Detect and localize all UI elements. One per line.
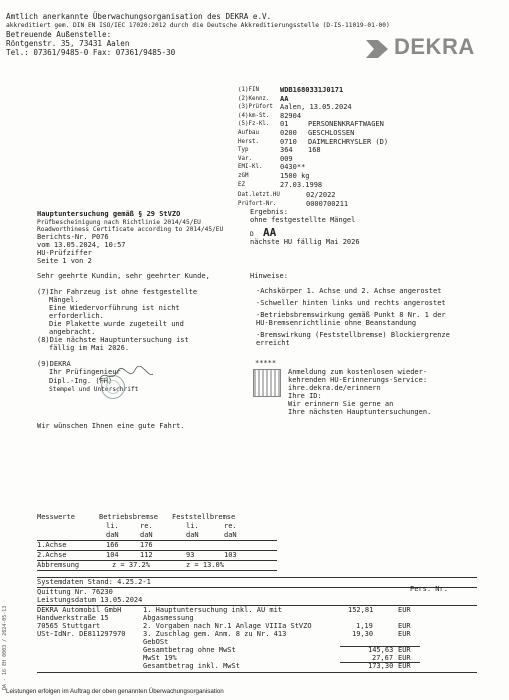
- reminder-id-label: Ihre ID:: [288, 392, 322, 400]
- reminder-text: Ihre nächsten Hauptuntersuchungen.: [288, 408, 432, 416]
- salutation: Sehr geehrte Kundin, sehr geehrter Kunde,: [37, 272, 210, 280]
- invoice-total: 173,30: [368, 662, 394, 670]
- hint-item: HU-Bremsenrichtlinie ohne Beanstandung: [256, 319, 417, 327]
- col-unit: daN: [106, 531, 119, 539]
- vehicle-label: EZ: [238, 181, 245, 188]
- reminder-text: Wir erinnern Sie gerne an: [288, 400, 394, 408]
- pruefort-nr-label: Prüfort-Nr.: [238, 200, 277, 207]
- vehicle-label: Var.: [238, 155, 252, 162]
- vehicle-value: GESCHLOSSEN: [308, 128, 355, 137]
- bottom-note: Leistungen erfolgen im Auftrag der oben genannten Überwachungsorganisation: [6, 688, 224, 695]
- letter-p7b: Mängel.: [49, 296, 79, 304]
- signature-title: Ihr Prüfingenieur: [49, 368, 121, 376]
- reminder-link[interactable]: ihre.dekra.de/erinnern: [288, 384, 381, 392]
- parking-brake-ratio: z = 13.0%: [186, 561, 224, 569]
- hint-item: -Bremswirkung (Feststellbremse) Blockiergrenze: [256, 331, 450, 339]
- result-label: Ergebnis:: [250, 208, 288, 216]
- measurements-title: Messwerte: [37, 513, 75, 521]
- col-unit: daN: [140, 531, 153, 539]
- measure-value: 103: [224, 551, 237, 559]
- col-sub: li.: [106, 522, 119, 530]
- invoice-total-label: Gesamtbetrag inkl. MwSt: [143, 662, 240, 670]
- signature-caption: Stempel und Unterschrift: [49, 386, 139, 393]
- measure-value: 166: [106, 541, 119, 549]
- branch-phone: Tel.: 07361/9485-0 Fax: 07361/9485-30: [6, 48, 176, 57]
- vehicle-table: [238, 86, 388, 208]
- pruefort-nr-value: 0000700211: [306, 199, 349, 208]
- letter-p7e: Die Plakette wurde zugeteilt und: [49, 320, 184, 328]
- invoice-amount: 19,30: [352, 630, 374, 638]
- dekra-arrow-icon: [364, 36, 390, 62]
- vehicle-value: PERSONENKRAFTWAGEN: [308, 120, 384, 129]
- vehicle-value: Aalen, 13.05.2024: [280, 103, 352, 112]
- accreditation-line: akkreditiert gem. DIN EN ISO/IEC 17020:2012 durch die Deutsche Akkreditierungsstelle (D-IS-11019-01-00): [6, 22, 390, 29]
- axle-label: 1.Achse: [37, 541, 67, 549]
- vehicle-value: 0200: [280, 128, 297, 137]
- invoice-currency: EUR: [398, 622, 411, 630]
- braking-ratio-label: Abbremsung: [37, 561, 80, 569]
- country-code: D: [250, 231, 254, 238]
- invoice-item: GebOSt: [143, 638, 169, 646]
- vehicle-value: 0710: [280, 137, 297, 146]
- letter-p7f: angebracht.: [49, 328, 96, 336]
- invoice-item: 1. Hauptuntersuchung inkl. AU mit: [143, 606, 283, 614]
- vehicle-label: Typ: [238, 147, 249, 154]
- branch-address: Röntgenstr. 35, 73431 Aalen: [6, 39, 130, 48]
- personnel-number-label: Pers. Nr.: [410, 585, 448, 593]
- hint-item: -Achskörper 1. Achse und 2. Achse angerostet: [256, 287, 442, 295]
- invoice-vat-label: MwSt 19%: [143, 654, 177, 662]
- service-brake-ratio: z = 37.2%: [112, 561, 150, 569]
- company-city: 70565 Stuttgart: [37, 622, 101, 630]
- company-name: DEKRA Automobil GmbH: [37, 606, 122, 614]
- page-number: Seite 1 von 2: [37, 257, 92, 265]
- inspection-title: Hauptuntersuchung gemäß § 29 StVZO: [37, 210, 181, 218]
- inspection-date: vom 13.05.2024, 10:57: [37, 241, 126, 249]
- col-sub: re.: [140, 522, 153, 530]
- vehicle-label: EMI-Kl.: [238, 164, 263, 171]
- vehicle-value: 0430**: [280, 163, 306, 172]
- report-number: Berichts-Nr. P076: [37, 233, 109, 241]
- invoice-amount: 1,19: [356, 622, 373, 630]
- letter-p8b: fällig im Mai 2026.: [49, 344, 130, 352]
- vehicle-label: (5)Fz-Kl.: [238, 121, 270, 128]
- system-data: Systemdaten Stand: 4.25.2-1: [37, 578, 151, 586]
- col-unit: daN: [224, 531, 237, 539]
- hint-item: -Schweller hinten links und rechts angerostet: [256, 299, 446, 307]
- company-vat: USt-IdNr. DE811297970: [37, 630, 126, 638]
- vehicle-label: (2)Kennz.: [238, 95, 270, 102]
- invoice-item: Abgasmessung: [143, 614, 194, 622]
- hints-title: Hinweise:: [250, 272, 288, 280]
- vehicle-label: (4)km-St.: [238, 112, 270, 119]
- vehicle-value: 009: [280, 154, 293, 163]
- axle-label: 2.Achse: [37, 551, 67, 559]
- vehicle-value: 1500 kg: [280, 171, 310, 180]
- hint-item: -Betriebsbremswirkung gemäß Punkt 8 Nr. 1 der: [256, 311, 446, 319]
- reminder-text: kehrenden HU-Erinnerungs-Service:: [288, 376, 428, 384]
- vehicle-plate: AA: [280, 94, 289, 103]
- invoice-currency: EUR: [398, 630, 411, 638]
- plate-badge: AA: [263, 226, 277, 239]
- vehicle-value: DAIMLERCHRYSLER (D): [308, 137, 389, 146]
- service-date: Leistungsdatum 13.05.2024: [37, 596, 143, 604]
- last-hu-value: 02/2022: [306, 191, 336, 200]
- vehicle-label: Aufbau: [238, 129, 259, 136]
- measure-value: 112: [140, 551, 153, 559]
- signature-scribble: [95, 366, 155, 386]
- side-code: DA - 16 EH 0003 / 2024-05-13: [2, 605, 8, 690]
- reminder-text: Anmeldung zum kostenlosen wieder-: [288, 368, 428, 376]
- inspection-sub1: Prüfbescheinigung nach Richtlinie 2014/45/EU: [37, 219, 201, 226]
- invoice-amount: 152,81: [348, 606, 374, 614]
- invoice-currency: EUR: [398, 606, 411, 614]
- invoice-currency: EUR: [398, 654, 411, 662]
- invoice-vat: 27,67: [372, 654, 394, 662]
- next-hu: nächste HU fällig Mai 2026: [250, 238, 360, 246]
- last-hu-label: Dat.letzt.HU: [238, 192, 280, 199]
- measure-value: 104: [106, 551, 119, 559]
- letter-p7: (7)Ihr Fahrzeug ist ohne festgestellte: [37, 288, 198, 296]
- vehicle-value: 82904: [280, 111, 302, 120]
- invoice-subtotal-label: Gesamtbetrag ohne MwSt: [143, 646, 236, 654]
- receipt-number: Quittung Nr. 76230: [37, 588, 113, 596]
- org-line: Amtlich anerkannte Überwachungsorganisation des DEKRA e.V.: [6, 12, 272, 21]
- dekra-logo-text: DEKRA: [394, 34, 475, 59]
- col-sub: re.: [224, 522, 237, 530]
- vehicle-value: 27.03.1998: [280, 180, 323, 189]
- col-unit: daN: [186, 531, 199, 539]
- invoice-subtotal: 145,63: [368, 646, 394, 654]
- vehicle-value: 364: [280, 146, 293, 155]
- letter-p8: (8)Die nächste Hauptuntersuchung ist: [37, 336, 189, 344]
- inspection-sub2: Roadworthiness Certificate according to 2014/45/EU: [37, 226, 224, 233]
- vehicle-label: Herst.: [238, 138, 259, 145]
- qr-code[interactable]: [253, 369, 281, 397]
- signature-degree: Dipl.-Ing. (FH): [49, 377, 113, 385]
- examiner-code: HU-Prüfziffer: [37, 249, 92, 257]
- letter-org: (9)DEKRA: [37, 360, 71, 368]
- invoice-currency: EUR: [398, 662, 411, 670]
- letter-p7d: erforderlich.: [49, 312, 104, 320]
- vehicle-label: (1)FIN: [238, 87, 259, 93]
- branch-label: Betreuende Außenstelle:: [6, 30, 112, 39]
- measure-value: 176: [140, 541, 153, 549]
- invoice-currency: EUR: [398, 646, 411, 654]
- vehicle-value: 168: [308, 146, 321, 155]
- vehicle-label: zGM: [238, 172, 249, 179]
- hint-item: erreicht: [256, 339, 290, 347]
- vehicle-label: (3)Prüfort: [238, 104, 273, 111]
- closing-text: Wir wünschen Ihnen eine gute Fahrt.: [37, 422, 185, 430]
- measure-value: 93: [186, 551, 195, 559]
- hint-stars: *****: [255, 359, 277, 367]
- invoice-item: 2. Vorgaben nach Nr.1 Anlage VIIIa StVZO: [143, 622, 312, 630]
- vehicle-vin: WDB1680331J0171: [280, 86, 344, 94]
- result-text: ohne festgestellte Mängel: [250, 216, 356, 224]
- company-street: Handwerkstraße 15: [37, 614, 109, 622]
- vehicle-value: 01: [280, 120, 289, 129]
- service-brake-header: Betriebsbremse: [99, 513, 159, 521]
- parking-brake-header: Feststellbremse: [172, 513, 236, 521]
- invoice-item: 3. Zuschlag gem. Anm. 8 zu Nr. 413: [143, 630, 287, 638]
- col-sub: li.: [186, 522, 199, 530]
- letter-p7c: Eine Wiedervorführung ist nicht: [49, 304, 180, 312]
